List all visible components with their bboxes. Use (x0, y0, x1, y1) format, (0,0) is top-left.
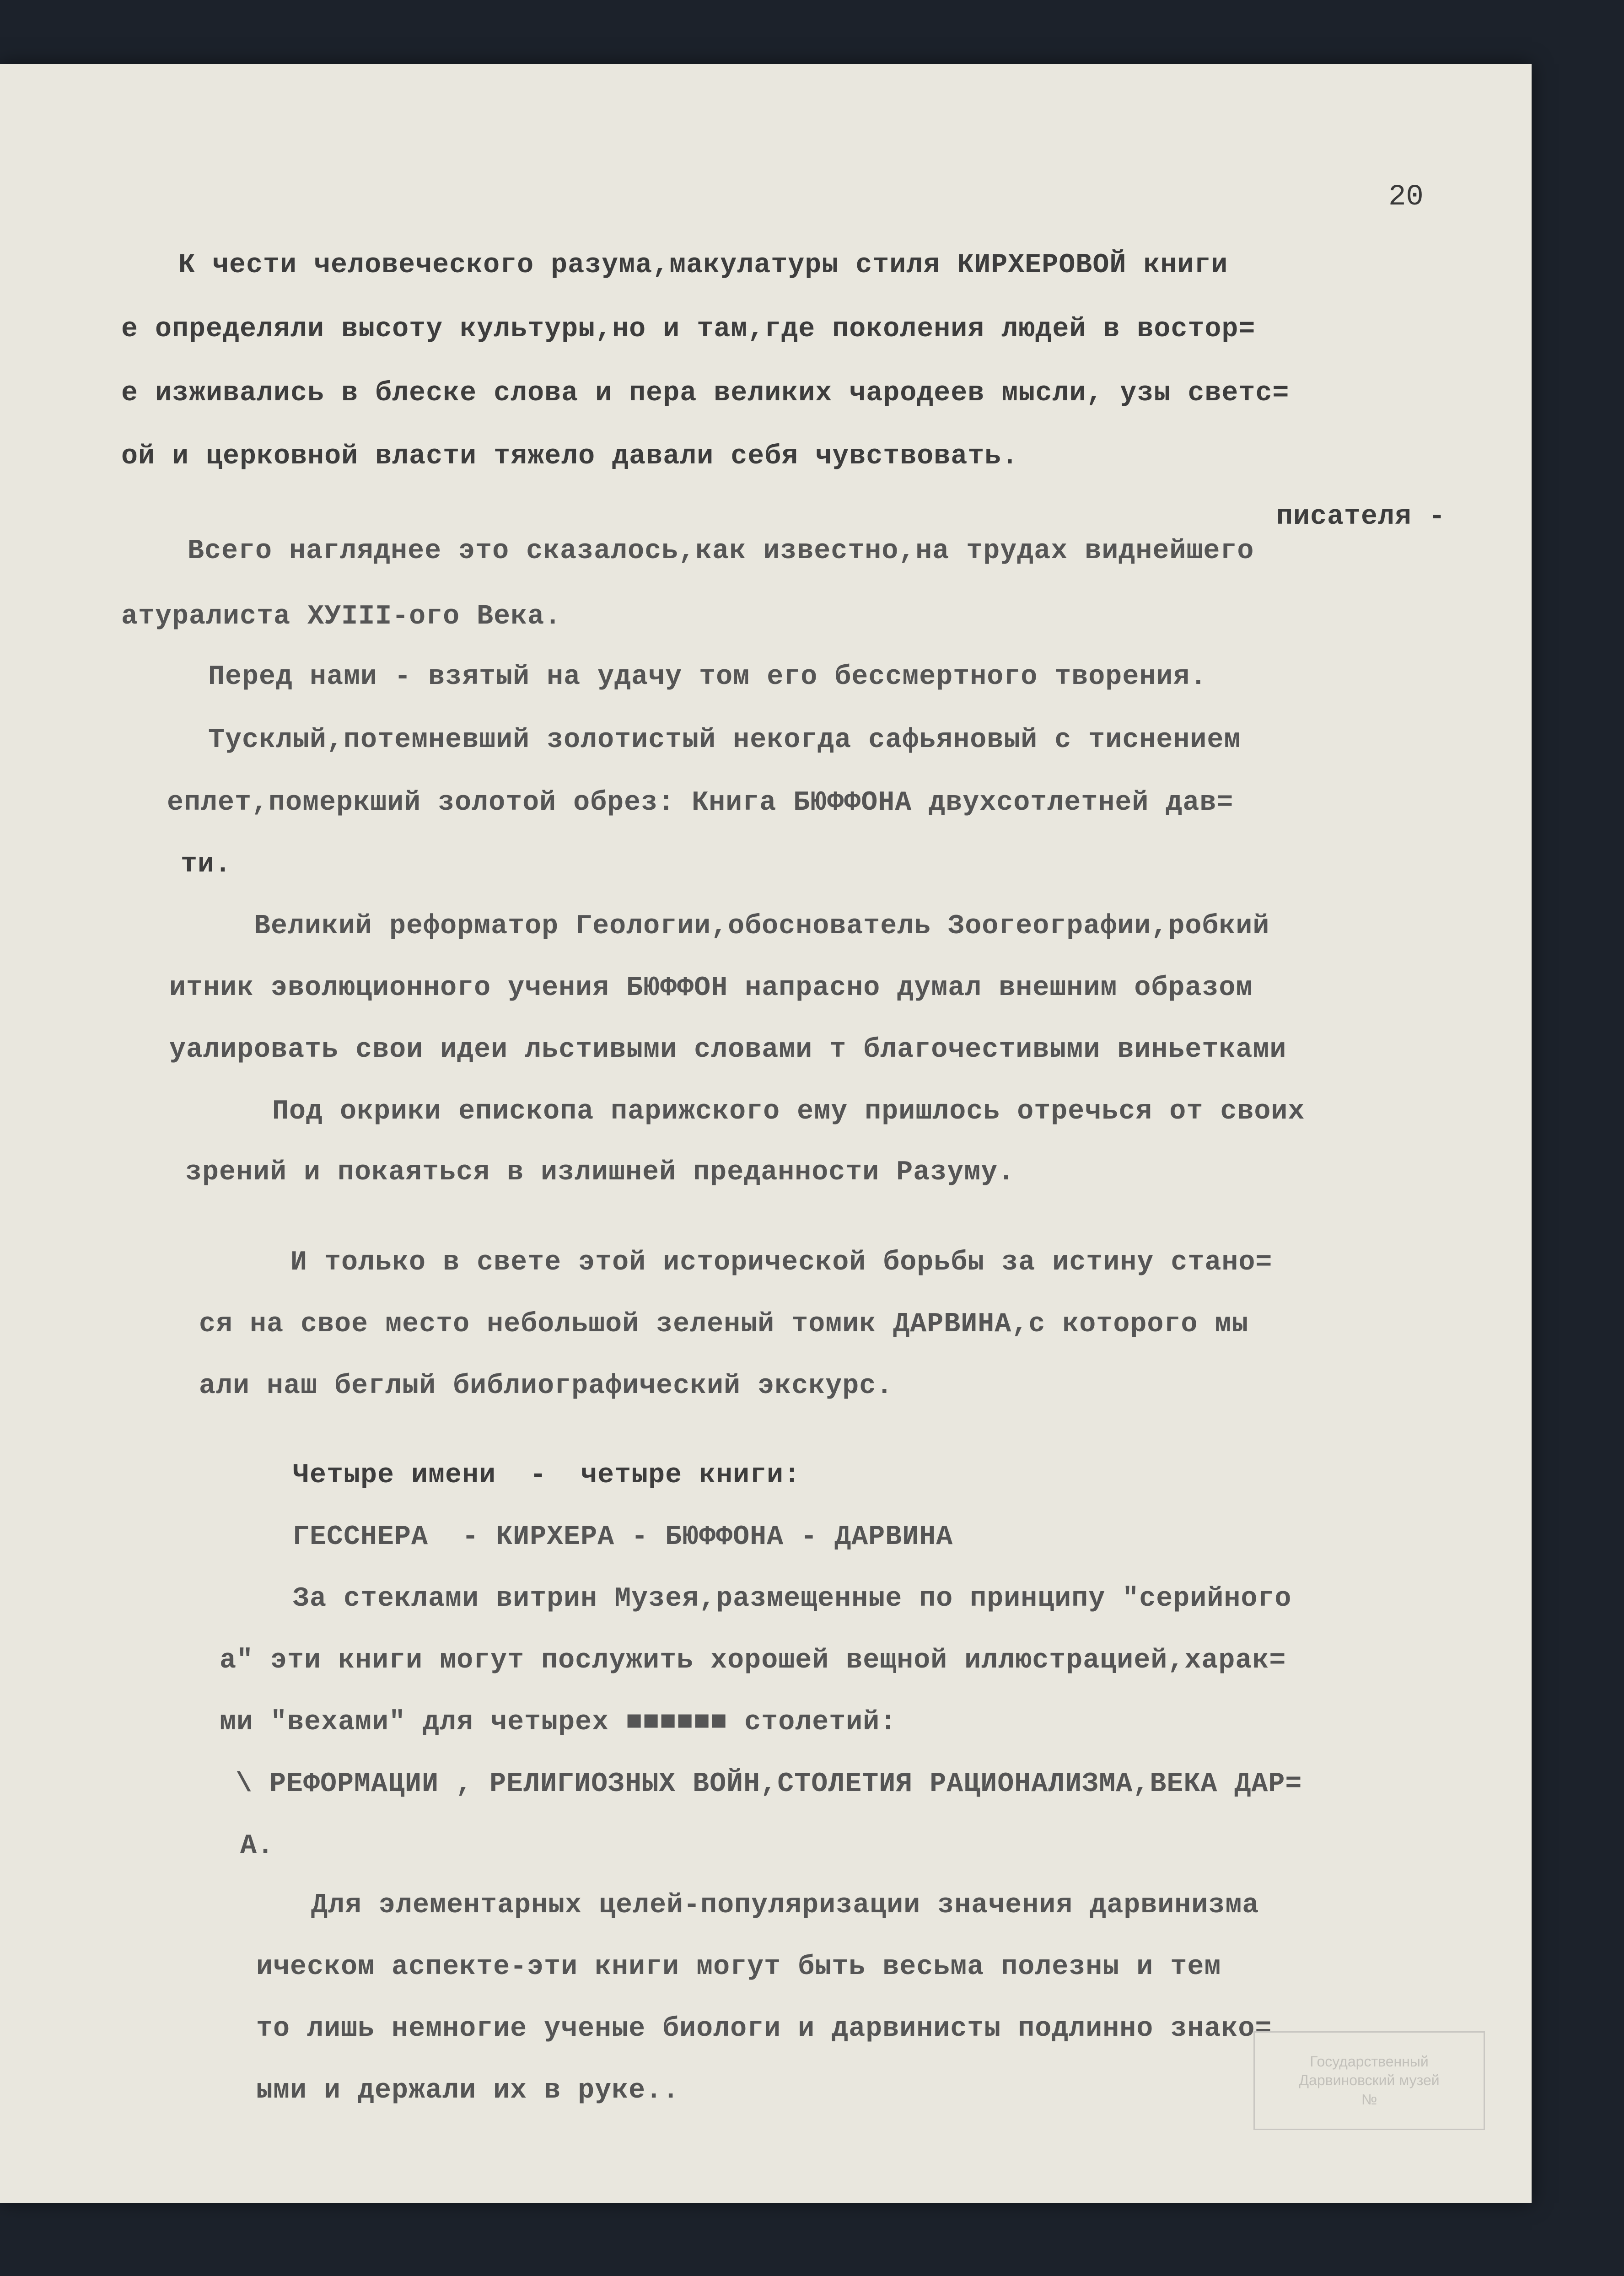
text-line: А. (240, 1830, 274, 1862)
text-line: ся на свое место небольшой зеленый томик ДАРВИНА,с которого мы (199, 1309, 1249, 1340)
text-line: Четыре имени - четыре книги: (293, 1460, 801, 1491)
stamp-line: Государственный (1310, 2053, 1429, 2070)
text-line: Всего нагляднее это сказалось,как известно,на трудах виднейшего (188, 536, 1254, 567)
text-line: К чести человеческого разума,макулатуры стиля КИРХЕРОВОЙ книги (178, 250, 1228, 281)
text-line: ой и церковной власти тяжело давали себя чувствовать. (121, 441, 1019, 472)
text-line: итник эволюционного учения БЮФФОН напрасно думал внешним образом (169, 973, 1253, 1004)
text-line: атуралиста ХУIII-ого Века. (121, 601, 562, 632)
text-line: е определяли высоту культуры,но и там,где поколения людей в востор= (121, 314, 1256, 345)
text-line: е изживались в блеске слова и пера великих чародеев мысли, узы светс= (121, 378, 1290, 409)
text-line: то лишь немногие ученые биологи и дарвинисты подлинно знако= (256, 2013, 1272, 2045)
text-line: За стеклами витрин Музея,размещенные по принципу "серийного (293, 1583, 1292, 1614)
document-page (0, 64, 1532, 2203)
text-line: ическом аспекте-эти книги могут быть весьма полезны и тем (256, 1952, 1221, 1983)
stamp-line: Дарвиновский музей (1299, 2072, 1440, 2089)
text-line: Под окрики епископа парижского ему пришлось отречься от своих (272, 1096, 1305, 1127)
text-line: али наш беглый библиографический экскурс. (199, 1371, 893, 1402)
text-line: еплет,померкший золотой обрез: Книга БЮФФОНА двухсотлетней дав= (167, 787, 1234, 818)
text-line: а" эти книги могут послужить хорошей вещной иллюстрацией,харак= (220, 1645, 1286, 1676)
text-line: писателя - (1276, 501, 1446, 533)
text-line: И только в свете этой исторической борьбы за истину стано= (290, 1247, 1273, 1278)
text-line: Для элементарных целей-популяризации значения дарвинизма (311, 1890, 1259, 1921)
stamp-line: № (1361, 2091, 1377, 2108)
text-line: Перед нами - взятый на удачу том его бессмертного творения. (208, 662, 1207, 693)
page-number: 20 (1388, 181, 1424, 214)
text-line: ти. (181, 849, 232, 880)
text-line: ми "вехами" для четырех ■■■■■■ столетий: (220, 1707, 897, 1738)
text-line: ГЕССНЕРА - КИРХЕРА - БЮФФОНА - ДАРВИНА (293, 1522, 953, 1553)
text-line: Великий реформатор Геологии,обоснователь Зоогеографии,робкий (254, 911, 1270, 942)
museum-stamp (1253, 2031, 1485, 2130)
text-line: \ РЕФОРМАЦИИ , РЕЛИГИОЗНЫХ ВОЙН,СТОЛЕТИЯ РАЦИОНАЛИЗМА,ВЕКА ДАР= (236, 1769, 1302, 1800)
text-line: Тусклый,потемневший золотистый некогда сафьяновый с тиснением (208, 725, 1241, 756)
text-line: ыми и держали их в руке.. (256, 2075, 680, 2106)
text-line: уалировать свои идеи льстивыми словами т благочестивыми виньетками (169, 1034, 1287, 1065)
text-line: зрений и покаяться в излишней преданности Разуму. (185, 1157, 1015, 1188)
